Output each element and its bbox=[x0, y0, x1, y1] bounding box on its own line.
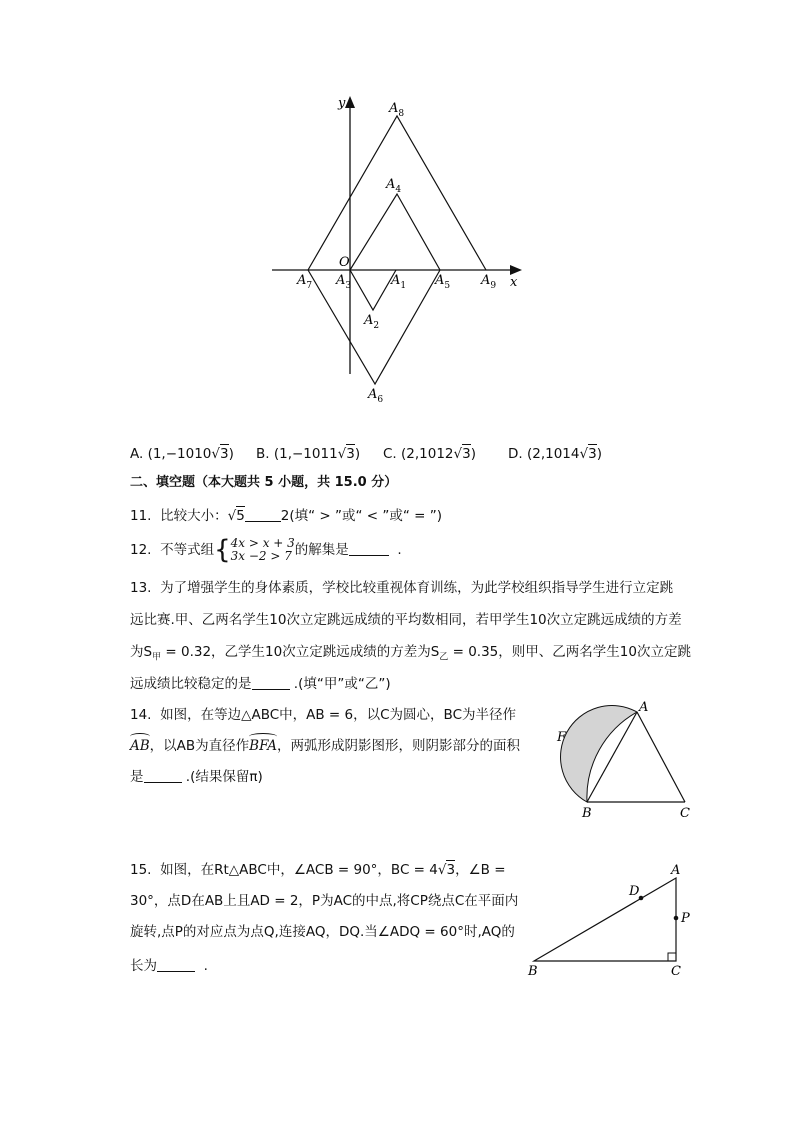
question-11: 11. 比较大小：√5 2(填“ > ”或“ < ”或“ = ”) bbox=[130, 508, 443, 524]
question-15-line-1: 15. 如图，在Rt△ABC中，∠ACB = 90°，BC = 4√3，∠B = bbox=[130, 862, 506, 878]
answer-blank-11[interactable] bbox=[245, 507, 281, 522]
answer-blank-13[interactable] bbox=[252, 675, 290, 690]
answer-blank-15[interactable] bbox=[157, 957, 195, 972]
answer-blank-14[interactable] bbox=[144, 768, 182, 783]
label-b: B bbox=[528, 964, 538, 979]
question-14-line-3: 是 .(结果保留π) bbox=[130, 769, 263, 785]
label-a8: $A_8$ bbox=[389, 101, 405, 119]
y-label: y bbox=[338, 96, 346, 111]
x-axis-arrow bbox=[510, 265, 522, 275]
q10-option-a: A. (1,−1010√3) bbox=[130, 446, 234, 462]
right-triangle-figure bbox=[522, 858, 702, 983]
label-d: D bbox=[629, 884, 640, 899]
label-a9: $A_9$ bbox=[481, 273, 497, 291]
label-a5: $A_5$ bbox=[435, 273, 451, 291]
question-15-line-4: 长为 . bbox=[130, 958, 208, 974]
question-15-line-3: 旋转,点P的对应点为点Q,连接AQ，DQ.当∠ADQ = 60°时,AQ的 bbox=[130, 924, 515, 940]
q10-option-d: D. (2,1014√3) bbox=[508, 446, 602, 462]
label-c: C bbox=[671, 964, 681, 979]
label-c: C bbox=[680, 806, 690, 821]
label-a7: $A_7$ bbox=[297, 273, 313, 291]
question-12: 12. 不等式组{4x > x + 3 3x −2 > 7 的解集是 . bbox=[130, 535, 402, 565]
y-axis-arrow bbox=[345, 96, 355, 108]
question-14-line-2: AB，以AB为直径作BFA，两弧形成阴影图形，则阴影部分的面积 bbox=[130, 738, 521, 754]
label-f: F bbox=[557, 730, 567, 745]
triangle-abc bbox=[534, 878, 676, 961]
question-13-line-2: 远比赛.甲、乙两名学生10次立定跳远成绩的平均数相同，若甲学生10次立定跳远成绩的方差 bbox=[130, 612, 682, 628]
question-14-line-1: 14. 如图，在等边△ABC中，AB = 6，以C为圆心，BC为半径作 bbox=[130, 707, 517, 723]
path-a3-a4-a5 bbox=[350, 194, 440, 270]
question-15-line-2: 30°，点D在AB上且AD = 2，P为AC的中点,将CP绕点C在平面内 bbox=[130, 893, 519, 909]
question-13-line-4: 远成绩比较稳定的是 .(填“甲”或“乙”) bbox=[130, 676, 391, 692]
question-13-line-3: 为$S_甲 = 0.32$，乙学生10次立定跳远成绩的方差为$S_乙 = 0.35$，则甲、乙两名学生10次立定跳 bbox=[130, 644, 691, 663]
q10-option-c: C. (2,1012√3) bbox=[383, 446, 476, 462]
x-label: x bbox=[510, 275, 518, 290]
right-angle-mark bbox=[668, 953, 676, 961]
label-a3: $A_3$ bbox=[336, 273, 352, 291]
label-a: A bbox=[671, 863, 681, 878]
label-p: P bbox=[681, 911, 690, 926]
shaded-region bbox=[561, 706, 637, 802]
label-a4: $A_4$ bbox=[386, 177, 402, 195]
q10-option-b: B. (1,−1011√3) bbox=[256, 446, 361, 462]
triangle-arc-figure bbox=[548, 695, 708, 825]
question-13-line-1: 13. 为了增强学生的身体素质，学校比较重视体育训练，为此学校组织指导学生进行立定跳 bbox=[130, 580, 674, 596]
path-a3-a2-a1 bbox=[350, 270, 396, 310]
label-b: B bbox=[582, 806, 592, 821]
point-p bbox=[674, 916, 679, 921]
origin-label: O bbox=[339, 255, 350, 270]
label-a2: $A_2$ bbox=[364, 313, 380, 331]
label-a: A bbox=[639, 700, 649, 715]
label-a1: $A_1$ bbox=[391, 273, 407, 291]
answer-blank-12[interactable] bbox=[349, 541, 389, 556]
label-a6: $A_6$ bbox=[368, 387, 384, 405]
coordinate-figure bbox=[260, 90, 540, 410]
side-ac bbox=[637, 712, 685, 802]
section-heading: 二、填空题（本大题共 5 小题，共 15.0 分） bbox=[130, 475, 398, 490]
